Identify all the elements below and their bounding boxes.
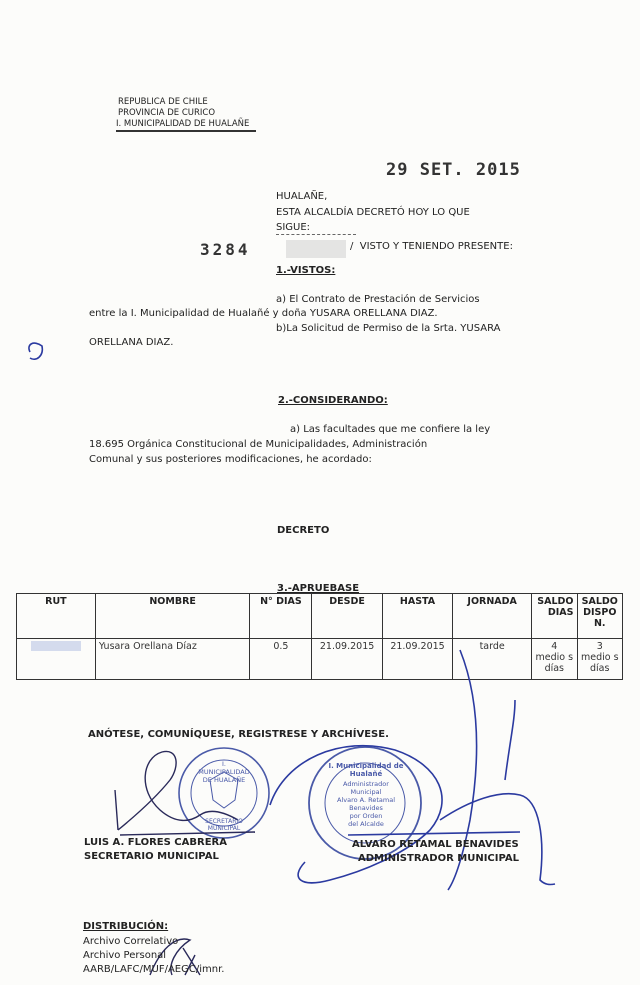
closing-line: ANÓTESE, COMUNÍQUESE, REGISTRESE Y ARCHÍVESE. [88, 729, 389, 740]
col-nombre: NOMBRE [95, 594, 250, 639]
distribucion-line2: Archivo Personal [83, 950, 167, 961]
intro-city: HUALAÑE, [276, 191, 328, 202]
col-desde: DESDE [312, 594, 382, 639]
right-seal-inner-text [335, 780, 397, 828]
col-saldo-dias: SALDO DIAS [532, 594, 577, 639]
seal-line: por Orden [349, 812, 383, 820]
right-signer-name: ALVARO RETAMAL BENAVIDES [352, 839, 519, 850]
header-country: REPUBLICA DE CHILE [118, 97, 208, 107]
distribucion-line3: AARB/LAFC/MUF/AEGC/imnr. [83, 964, 225, 975]
apruebase-heading: 3.-APRUEBASE [277, 583, 360, 594]
intro-line3: SIGUE: [276, 222, 311, 233]
col-hasta: HASTA [382, 594, 452, 639]
seal-line: Administrador [343, 780, 389, 788]
vistos-b-line2: ORELLANA DIAZ. [89, 337, 174, 348]
header-municipality: I. MUNICIPALIDAD DE HUALAÑE [116, 119, 256, 131]
header-province: PROVINCIA DE CURICO [118, 108, 216, 118]
seal-line: Alvaro A. Retamal [337, 796, 395, 804]
distribucion-line1: Archivo Correlativo [83, 936, 179, 947]
cell-desde: 21.09.2015 [312, 639, 382, 680]
right-signer-title: ADMINISTRADOR MUNICIPAL [358, 853, 519, 864]
distribucion-heading: DISTRIBUCIÓN: [83, 921, 169, 932]
intro-line2: ESTA ALCALDÍA DECRETÓ HOY LO QUE [276, 207, 470, 218]
cell-jornada: tarde [453, 639, 532, 680]
seal-line: Municipal [350, 788, 382, 796]
seal-line: del Alcalde [348, 820, 384, 828]
left-signer-title: SECRETARIO MUNICIPAL [84, 851, 219, 862]
seal-line: Benavides [349, 804, 383, 812]
considerando-a-line1: a) Las facultades que me confiere la ley [290, 424, 491, 435]
vistos-b-line1: b)La Solicitud de Permiso de la Srta. YUSARA [276, 323, 501, 334]
cell-saldo-dispon: 3 medio s días [577, 639, 623, 680]
considerando-a-line3: Comunal y sus posteriores modificaciones, he acordado: [89, 454, 372, 465]
date-stamp: 29 SET. 2015 [386, 160, 521, 180]
cell-dias: 0.5 [250, 639, 312, 680]
cell-saldo-dias: 4 medio s días [532, 639, 577, 680]
considerando-heading: 2.-CONSIDERANDO: [278, 395, 388, 406]
vistos-a-line1: a) El Contrato de Prestación de Servicios [276, 294, 480, 305]
considerando-a-line2: 18.695 Orgánica Constitucional de Municipalidades, Administración [89, 439, 428, 450]
left-seal-ring-text: I. MUNICIPALIDAD DE HUALAÑE [198, 760, 250, 784]
cell-nombre: Yusara Orellana Díaz [95, 639, 250, 680]
left-signer-name: LUIS A. FLORES CABRERA [84, 837, 227, 848]
col-saldo-dispon: SALDO DISPO N. [577, 594, 623, 639]
col-jornada: JORNADA [453, 594, 532, 639]
left-seal-bottom-text: SECRETARIO MUNICIPAL [205, 818, 243, 832]
vistos-heading: 1.-VISTOS: [276, 265, 336, 276]
col-dias: N° DIAS [250, 594, 312, 639]
visto-text: VISTO Y TENIENDO PRESENTE: [359, 241, 513, 252]
decree-number-stamp: 3284 [200, 240, 251, 259]
col-rut: RUT [17, 594, 96, 639]
decreto-heading: DECRETO [277, 525, 330, 536]
vistos-a-line2: entre la I. Municipalidad de Hualañé y doña YUSARA ORELLANA DIAZ. [89, 308, 438, 319]
cell-hasta: 21.09.2015 [382, 639, 452, 680]
intro-visto: / VISTO Y TENIENDO PRESENTE: [350, 241, 513, 252]
right-seal-ring-text: I. Municipalidad de Hualañé [328, 762, 404, 778]
